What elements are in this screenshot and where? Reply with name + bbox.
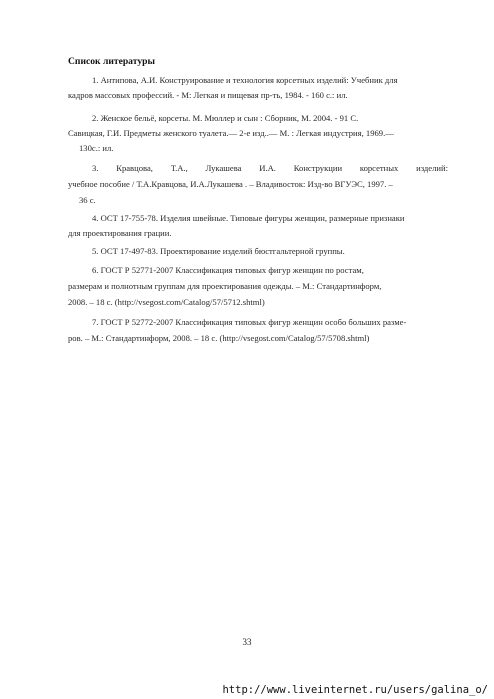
- source-url-footer[interactable]: http://www.liveinternet.ru/users/galina_o/: [222, 684, 488, 696]
- reference-line: 5. ОСТ 17-497-83. Проектирование изделий бюстгальтерной группы.: [92, 246, 345, 256]
- reference-line: кадров массовых профессий. - М: Легкая и пищевая пр-ть, 1984. - 160 с.: ил.: [68, 90, 348, 100]
- reference-line: 36 с.: [79, 195, 96, 205]
- bibliography-heading: Список литературы: [68, 56, 155, 67]
- reference-line: 4. ОСТ 17-755-78. Изделия швейные. Типовые фигуры женщин, размерные признаки: [92, 213, 405, 223]
- reference-line: 2008. – 18 с. (http://vsegost.com/Catalog/57/5712.shtml): [68, 297, 265, 307]
- reference-line: 6. ГОСТ Р 52771-2007 Классификация типовых фигур женщин по ростам,: [92, 265, 364, 275]
- reference-line: 2. Женское бельё, корсеты. М. Мюллер и сын : Сборник, М. 2004. - 91 С.: [92, 113, 359, 123]
- page-number: 33: [242, 637, 252, 647]
- reference-line: ров. – М.: Стандартинформ, 2008. – 18 с. (http://vsegost.com/Catalog/57/5708.shtml): [68, 333, 370, 343]
- reference-line: 1. Антипова, А.И. Конструирование и технология корсетных изделий: Учебник для: [92, 75, 398, 85]
- reference-line: размерам и полнотным группам для проектирования одежды. – М.: Стандартинформ,: [68, 281, 382, 291]
- reference-line: 7. ГОСТ Р 52772-2007 Классификация типовых фигур женщин особо больших разме-: [92, 317, 407, 327]
- reference-line: Савицкая, Г.И. Предметы женского туалета.— 2-е изд..— М. : Легкая индустрия, 1969.—: [68, 128, 394, 138]
- reference-line: 3. Кравцова, Т.А., Лукашева И.А. Конструкции корсетных изделий:: [92, 163, 448, 173]
- reference-line: для проектирования грации.: [68, 228, 172, 238]
- reference-line: 130с.: ил.: [79, 143, 114, 153]
- reference-line: учебное пособие / Т.А.Кравцова, И.А.Лукашева . – Владивосток: Изд-во ВГУЭС, 1997. –: [68, 179, 393, 189]
